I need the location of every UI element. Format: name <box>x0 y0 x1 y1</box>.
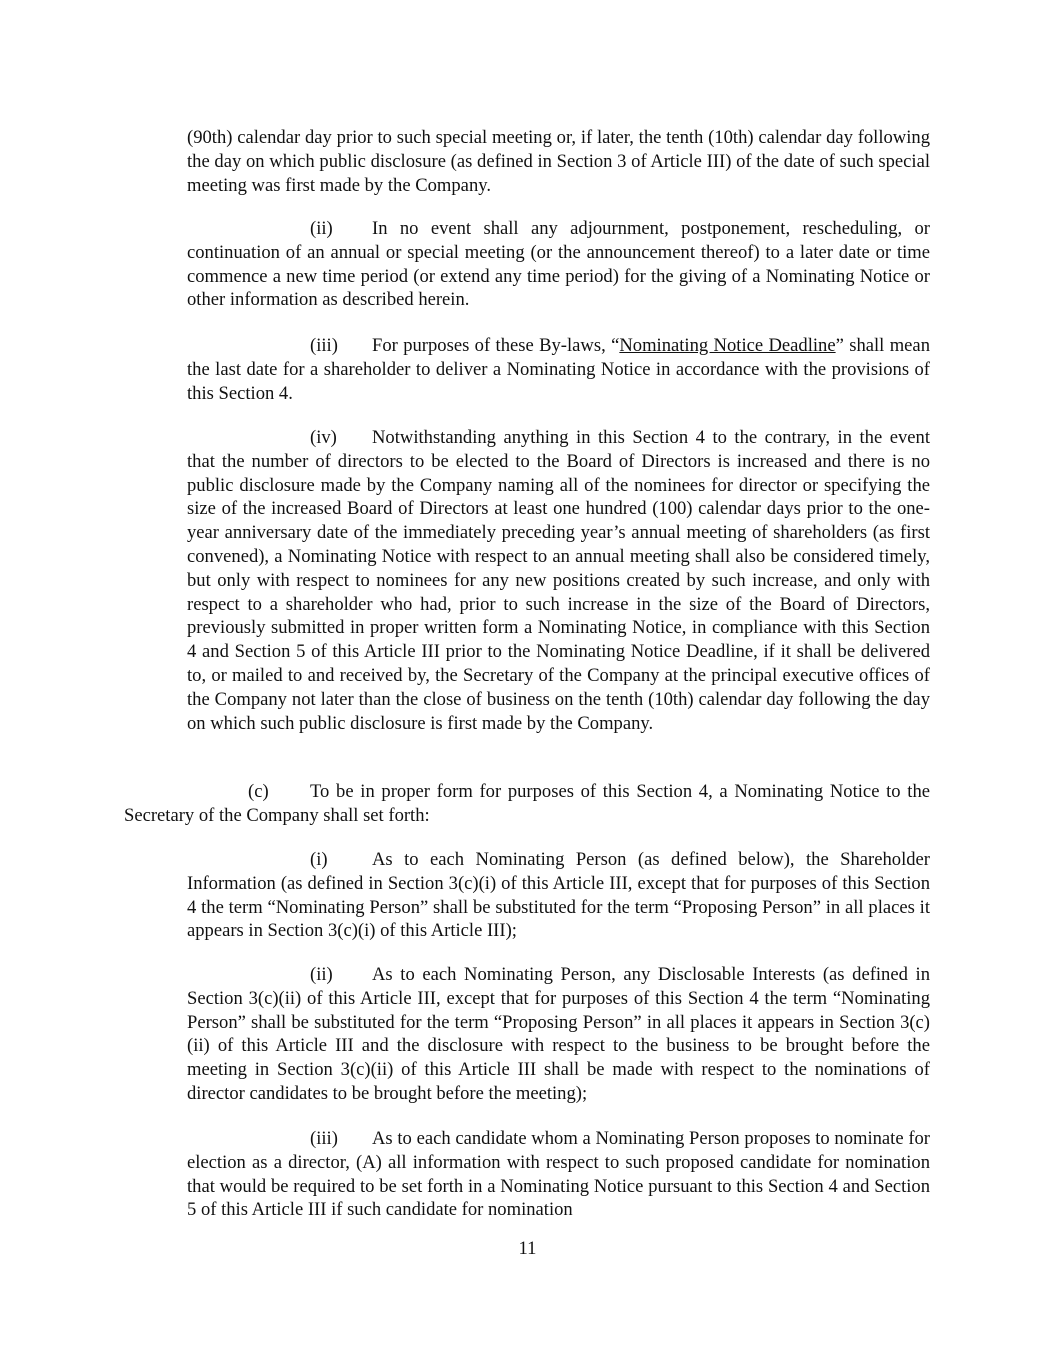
paragraph-text: To be in proper form for purposes of this Section 4, a Nominating Notice to the Secretary of the Company shall set forth: <box>124 781 930 826</box>
paragraph-number: (ii) <box>310 218 333 239</box>
paragraph-c <box>124 780 930 828</box>
paragraph-number: (i) <box>310 849 328 870</box>
paragraph-b-iii <box>187 334 930 405</box>
paragraph-text: In no event shall any adjournment, postponement, rescheduling, or continuation of an annual or special meeting (or the announcement thereof) to a later date or time commence a new time period (or extend any time period) for the giving of a Nominating Notice or other information as described herein. <box>187 218 930 311</box>
page-number: 11 <box>518 1238 537 1259</box>
paragraph-b-iv <box>187 426 930 735</box>
paragraph-b-ii <box>187 217 930 312</box>
paragraph-text: (90th) calendar day prior to such special meeting or, if later, the tenth (10th) calendar day following the day on which public disclosure (as defined in Section 3 of Article III) of the date of such special meeting was first made by the Company. <box>187 127 930 196</box>
paragraph-text: As to each candidate whom a Nominating Person proposes to nominate for election as a director, (A) all information with respect to such proposed candidate for nomination that would be required to be set forth in a Nominating Notice pursuant to this Section 4 and Section 5 of this Article III if such candidate for nomination <box>187 1128 930 1221</box>
paragraph-c-ii <box>187 963 930 1106</box>
paragraph-number: (iii) <box>310 335 338 356</box>
paragraph-text-before: For purposes of these By-laws, “ <box>372 335 620 356</box>
paragraph-number: (ii) <box>310 964 333 985</box>
paragraph-text: Notwithstanding anything in this Section 4 to the contrary, in the event that the number of directors to be elected to the Board of Directors is increased and there is no public disclosure made by the Company naming all of the nominees for director or specifying the size of the increased Board of Directors at least one hundred (100) calendar days prior to the one-year anniversary date of the immediately preceding year’s annual meeting of shareholders (as first convened), a Nominating Notice with respect to an annual meeting shall also be considered timely, but only with respect to nominees for any new positions created by such increase, and only with respect to a shareholder who had, prior to such increase in the size of the Board of Directors, previously submitted in proper written form a Nominating Notice, in compliance with this Section 4 and Section 5 of this Article III prior to the Nominating Notice Deadline, if it shall be delivered to, or mailed to and received by, the Secretary of the Company at the principal executive offices of the Company not later than the close of business on the tenth (10th) calendar day following the day on which such public disclosure is first made by the Company. <box>187 427 930 734</box>
paragraph-continuation <box>187 126 930 197</box>
paragraph-number: (iii) <box>310 1128 338 1149</box>
paragraph-text: As to each Nominating Person (as defined below), the Shareholder Information (as defined in Section 3(c)(i) of this Article III, except that for purposes of this Section 4 the term “Nominating Person” shall be substituted for the term “Proposing Person” in all places it appears in Section 3(c)(i) of this Article III); <box>187 849 930 942</box>
paragraph-c-i <box>187 848 930 943</box>
paragraph-number: (c) <box>248 781 269 802</box>
defined-term: Nominating Notice Deadline <box>619 335 836 356</box>
paragraph-text-after: ” shall mean the last date for a shareholder to deliver a Nominating Notice in accordance with the provisions of this Section 4. <box>187 335 930 404</box>
paragraph-c-iii <box>187 1127 930 1222</box>
paragraph-text: As to each Nominating Person, any Disclosable Interests (as defined in Section 3(c)(ii) of this Article III, except that for purposes of this Section 4 the term “Nominating Person” shall be substituted for the term “Proposing Person” in all places it appears in Section 3(c)(ii) of this Article III and the disclosure with respect to the business to be brought before the meeting in Section 3(c)(ii) of this Article III shall be made with respect to the nominations of director candidates to be brought before the meeting); <box>187 964 930 1104</box>
paragraph-number: (iv) <box>310 427 337 448</box>
